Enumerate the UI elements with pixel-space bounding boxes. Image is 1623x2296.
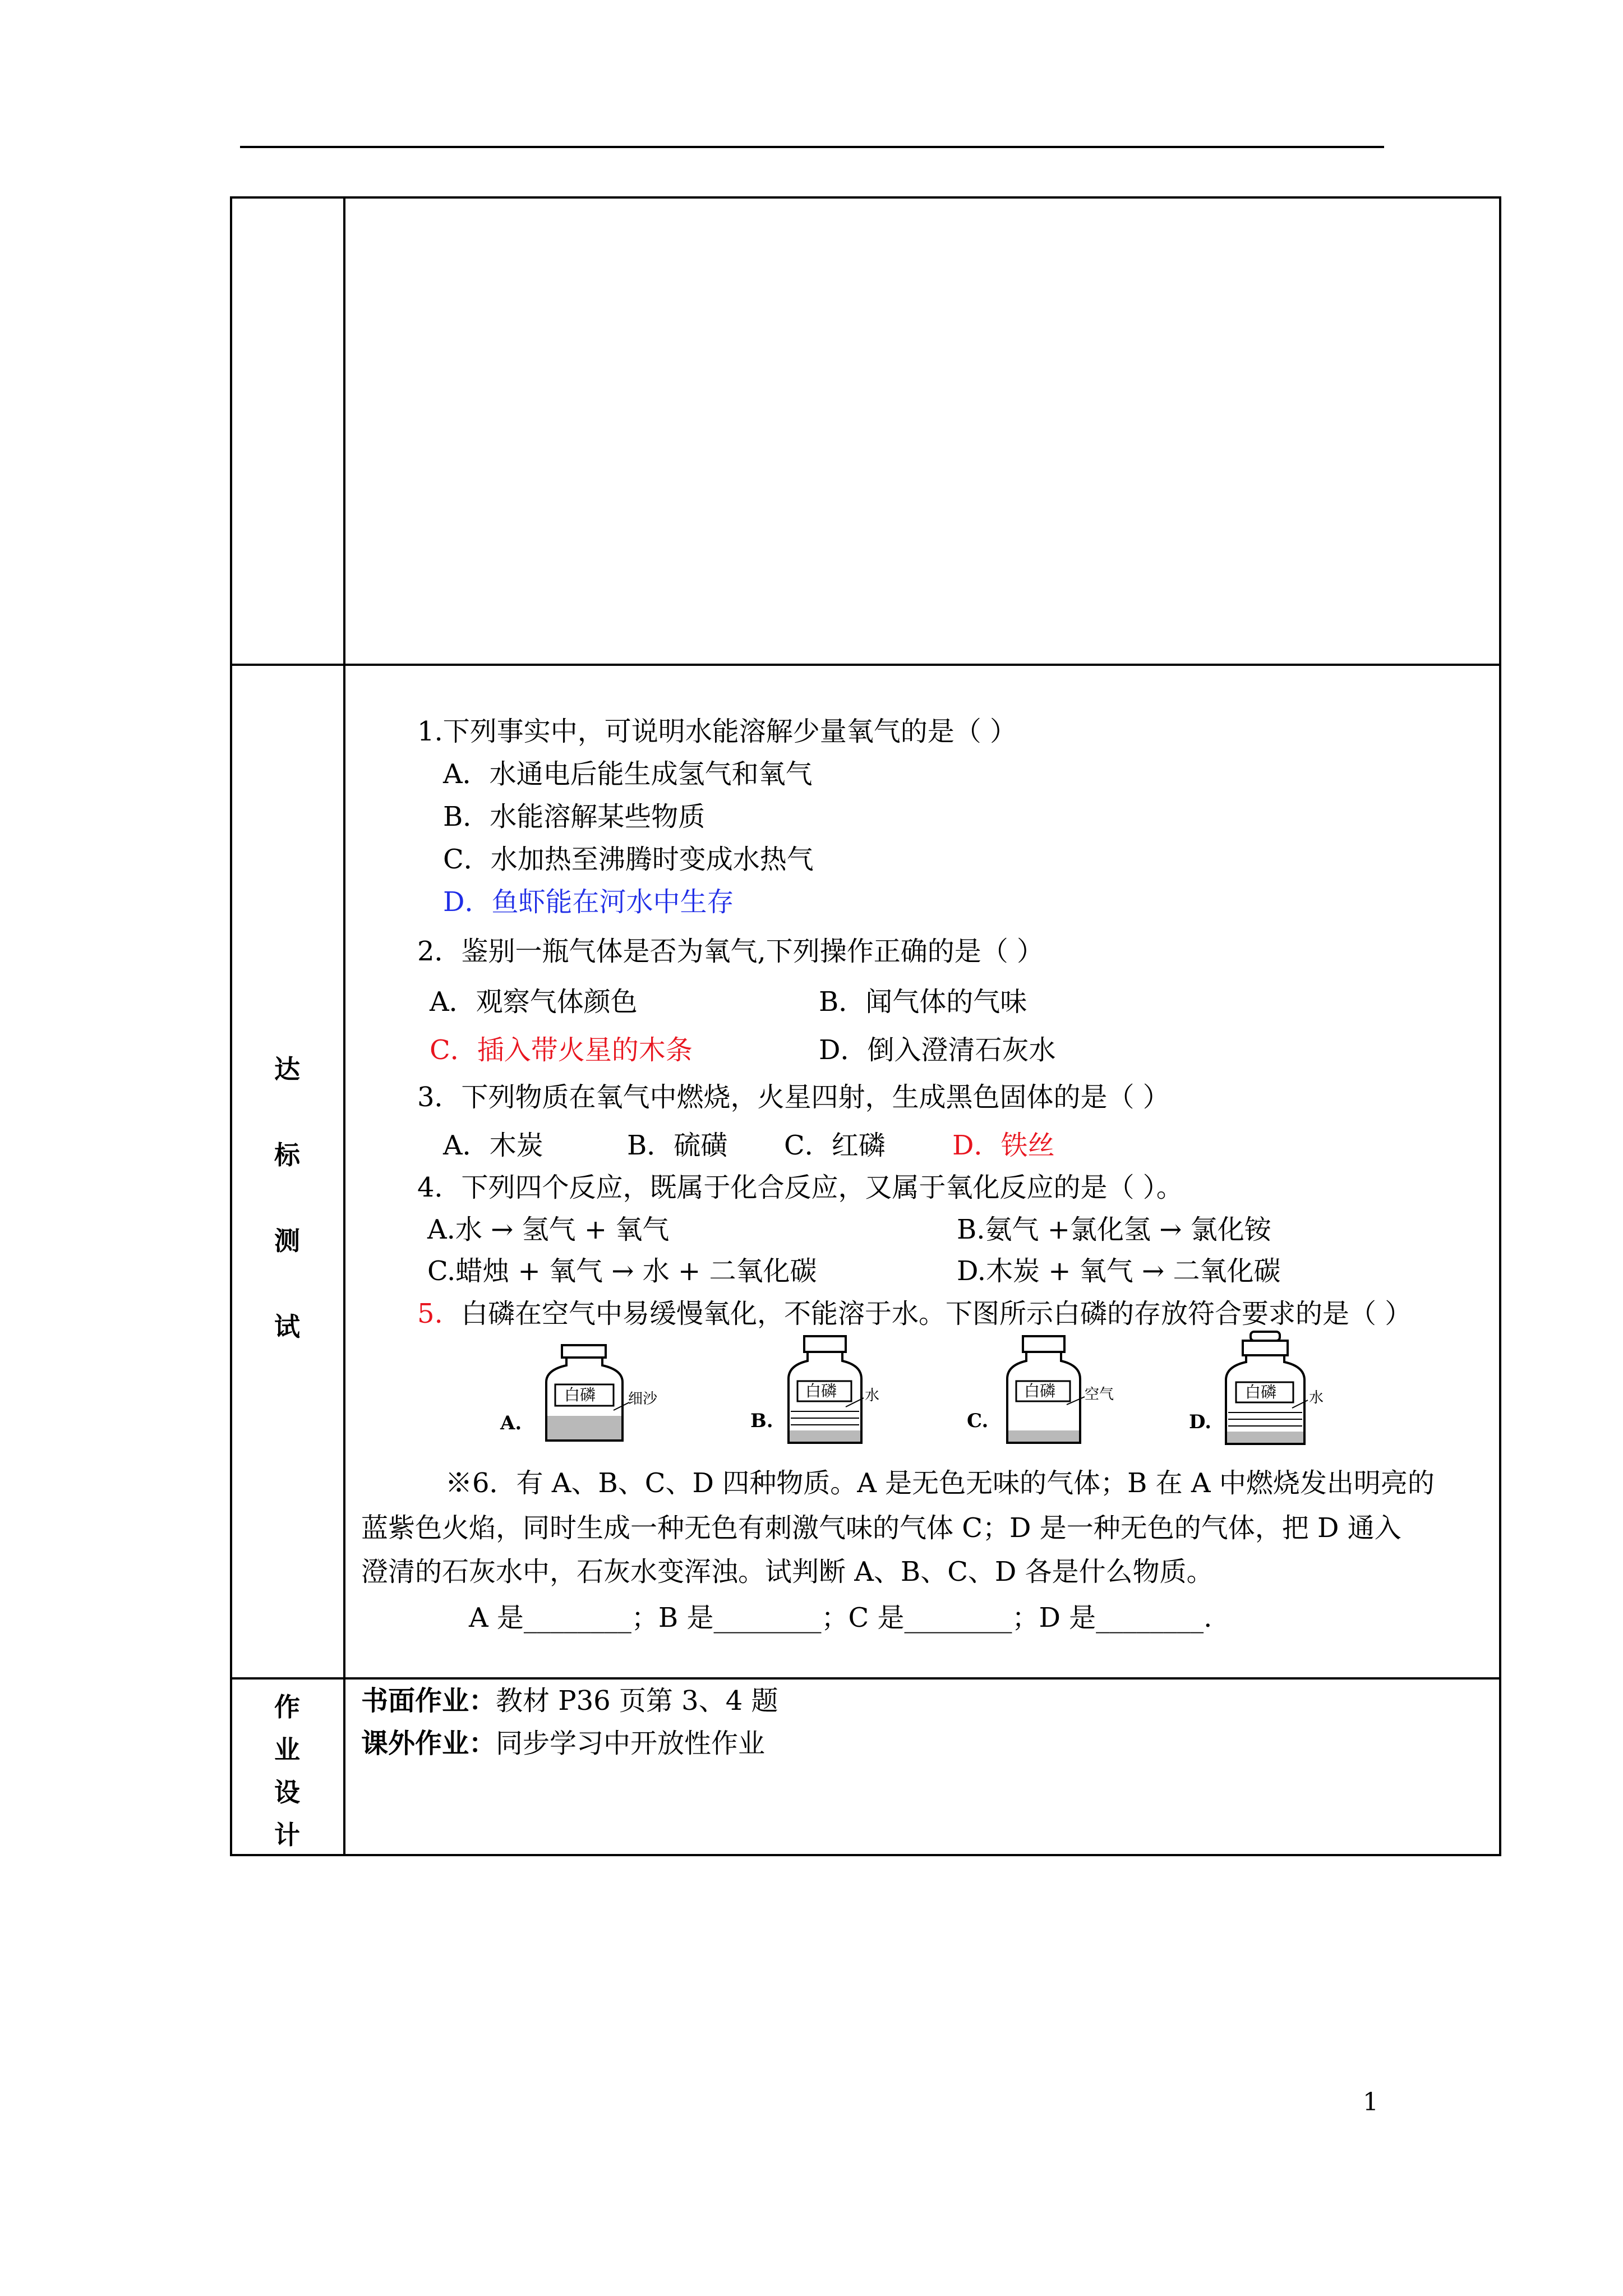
side-label-homework-3: 设 xyxy=(274,1777,300,1807)
bottle-a-letter: A. xyxy=(500,1412,522,1434)
bottle-c-letter: C. xyxy=(967,1410,989,1432)
side-label-test-4: 试 xyxy=(274,1312,300,1342)
side-label-homework-4: 计 xyxy=(274,1820,300,1850)
bottle-b-label: 白磷 xyxy=(805,1382,837,1400)
bottle-c xyxy=(966,1334,1145,1457)
side-label-test-2: 标 xyxy=(274,1140,300,1170)
q1-option-a: A．水通电后能生成氢气和氧气 xyxy=(443,758,813,790)
side-label-test-3: 测 xyxy=(274,1226,300,1256)
bottle-b-note: 水 xyxy=(865,1387,880,1404)
bottle-a-note: 细沙 xyxy=(628,1391,658,1407)
q1-option-b: B．水能溶解某些物质 xyxy=(443,801,706,832)
side-label-homework-2: 业 xyxy=(274,1734,300,1765)
q2-option-c: C．插入带火星的木条 xyxy=(430,1034,693,1066)
q3-option-d: D．铁丝 xyxy=(952,1130,1055,1161)
q2-option-a: A．观察气体颜色 xyxy=(430,986,638,1018)
side-label-homework-1: 作 xyxy=(274,1692,300,1722)
q6-line-2: 蓝紫色火焰，同时生成一种无色有刺激气味的气体 C；D 是一种无色的气体，把 D 通入 xyxy=(361,1512,1401,1544)
bottle-a xyxy=(499,1341,701,1453)
q4-option-a: A.水 → 氢气 + 氧气 xyxy=(427,1214,670,1245)
q4-option-d: D.木炭 + 氧气 → 二氧化碳 xyxy=(957,1255,1281,1287)
q4-option-b: B.氨气 +氯化氢 → 氯化铵 xyxy=(957,1214,1271,1245)
homework-written-text: 教材 P36 页第 3、4 题 xyxy=(496,1685,778,1717)
q6-line-3: 澄清的石灰水中，石灰水变浑浊。试判断 A、B、C、D 各是什么物质。 xyxy=(361,1556,1214,1588)
table-row-divider-1 xyxy=(230,664,1501,666)
q1-option-c: C．水加热至沸腾时变成水热气 xyxy=(443,844,814,875)
header-rule xyxy=(240,146,1384,148)
q3-option-a: A．木炭 xyxy=(443,1130,543,1161)
bottle-a-label: 白磷 xyxy=(564,1386,596,1404)
bottle-b-letter: B. xyxy=(750,1410,773,1432)
q2-option-b: B．闻气体的气味 xyxy=(819,986,1027,1018)
bottle-b xyxy=(749,1334,929,1457)
q5-stem: 白磷在空气中易缓慢氧化，不能溶于水。下图所示白磷的存放符合要求的是（ ） xyxy=(461,1298,1412,1329)
homework-extra-text: 同步学习中开放性作业 xyxy=(496,1728,766,1759)
bottle-c-label: 白磷 xyxy=(1024,1382,1056,1400)
q6-line-1: ※6．有 A、B、C、D 四种物质。A 是无色无味的气体；B 在 A 中燃烧发出明亮的 xyxy=(445,1467,1435,1499)
table-column-divider xyxy=(343,196,345,1856)
bottle-c-note: 空气 xyxy=(1085,1386,1114,1403)
homework-extra xyxy=(361,1730,765,1757)
homework-written-label: 书面作业： xyxy=(361,1685,496,1717)
q3-option-c: C．红磷 xyxy=(784,1130,886,1161)
bottle-d-letter: D. xyxy=(1189,1411,1212,1433)
homework-written xyxy=(361,1685,778,1717)
page-number: 1 xyxy=(1363,2088,1378,2116)
q5-number: 5. xyxy=(417,1298,443,1329)
q1-stem: 1.下列事实中，可说明水能溶解少量氧气的是（ ） xyxy=(417,716,1017,747)
homework-extra-label: 课外作业： xyxy=(361,1728,496,1759)
q1-option-d: D．鱼虾能在河水中生存 xyxy=(443,886,734,918)
q6-answer-blanks: A 是________；B 是________；C 是________；D 是________. xyxy=(469,1602,1212,1634)
q4-option-c: C.蜡烛 + 氧气 → 水 + 二氧化碳 xyxy=(427,1255,817,1287)
bottle-d-note: 水 xyxy=(1309,1389,1324,1406)
q4-stem: 4．下列四个反应，既属于化合反应，又属于氧化反应的是（ ）。 xyxy=(417,1172,1183,1203)
q3-option-b: B．硫磺 xyxy=(627,1130,728,1161)
table-row-divider-2 xyxy=(230,1677,1501,1680)
bottle-d xyxy=(1188,1329,1356,1458)
q3-stem: 3．下列物质在氧气中燃烧，火星四射，生成黑色固体的是（ ） xyxy=(417,1082,1170,1113)
side-label-test-1: 达 xyxy=(274,1054,300,1084)
q2-option-d: D．倒入澄清石灰水 xyxy=(819,1034,1056,1066)
q2-stem: 2．鉴别一瓶气体是否为氧气,下列操作正确的是（ ） xyxy=(417,936,1044,967)
bottle-d-label: 白磷 xyxy=(1245,1383,1277,1401)
